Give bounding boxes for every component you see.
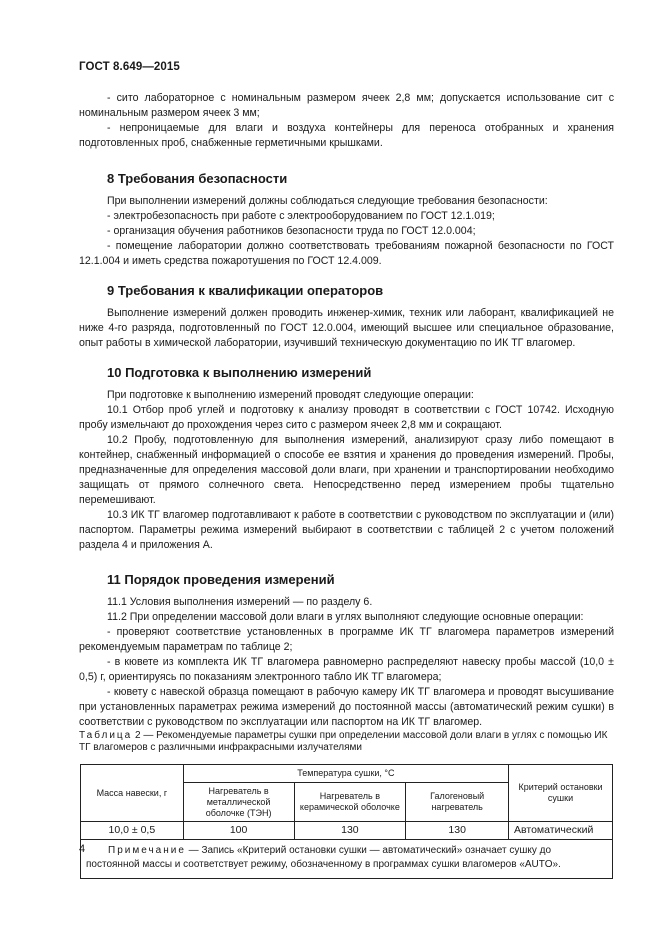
section-8-title: 8 Требования безопасности [107,171,288,186]
intro-item-sieve: - сито лабораторное с номинальным размером ячеек 2,8 мм; допускается использование сит с номинальным размером ячеек 3 мм; [79,92,614,119]
document-header: ГОСТ 8.649—2015 [79,61,180,73]
section-10-3: 10.3 ИК ТГ влагомер подготавливают к работе в соответствии с руководством по эксплуатации и (или) паспортом. Параметры режима измерений выбирают в соответствии с таблицей 2 с учетом положений раздела 4 и приложения А. [79,509,614,551]
cell-temp-ceramic: 130 [294,822,406,840]
cell-criterion: Автоматический [509,822,613,840]
section-9-title: 9 Требования к квалификации операторов [107,283,384,298]
table-note [81,840,613,879]
section-10-paragraph: При подготовке к выполнению измерений проводят следующие операции: [107,389,474,401]
table-caption [79,730,614,754]
column-header-heater-ceramic: Нагреватель в керамической оболочке [294,783,406,822]
document-body [79,91,614,879]
intro-item-containers: - непроницаемые для влаги и воздуха контейнеры для переноса отобранных и хранения подготовленных проб, снабженные герметичными крышками. [79,122,614,149]
section-10-1: 10.1 Отбор проб углей и подготовку к анализу проводят в соответствии с ГОСТ 10742. Исходную пробу измельчают до прохождения через сито с размером ячеек 2,8 мм и сокращают. [79,404,614,431]
section-11-item: - проверяют соответствие установленных в программе ИК ТГ влагомера параметров измерений рекомендуемым параметрам по таблице 2; [79,626,614,653]
section-11-1: 11.1 Условия выполнения измерений — по разделу 6. [107,596,373,608]
table-caption-label: Таблица [79,730,133,741]
column-header-criterion: Критерий остановки сушки [509,765,613,822]
section-11-item: - кювету с навеской образца помещают в рабочую камеру ИК ТГ влагомера и проводят высушивание при установленных параметрах режима измерений до постоянной массы (автоматический режим сушки) в соответствии с руководством по эксплуатации или паспортом на ИК ТГ влагомер. [79,686,614,728]
column-header-heater-metal: Нагреватель в металлической оболочке (ТЭН) [183,783,294,822]
cell-temp-halogen: 130 [406,822,509,840]
section-8-item: - организация обучения работников безопасности труда по ГОСТ 12.0.004; [107,225,476,237]
column-header-mass: Масса навески, г [81,765,184,822]
page-number: 4 [79,843,86,855]
table-caption-text: 2 — Рекомендуемые параметры сушки при определении массовой доли влаги в углях с помощью ИК ТГ влагомеров с различными инфракрасными излучателями [79,730,608,753]
column-header-temperature: Температура сушки, °С [183,765,508,783]
section-8-item: - электробезопасность при работе с электрооборудованием по ГОСТ 12.1.019; [107,210,495,222]
section-11-2: 11.2 При определении массовой доли влаги в углях выполняют следующие основные операции: [107,611,584,623]
section-10-2: 10.2 Пробу, подготовленную для выполнения измерений, анализируют сразу либо помещают в контейнер, снабженный информацией о способе ее взятия и хранения до проведения измерений. Пробы, предназначенные для определения массовой доли влаги, при хранении и транспортировании необходимо защищать от прямого солнечного света. Непосредственно перед измерением пробы тщательно перемешивают. [79,434,614,506]
table-note-label: Примечание [108,845,186,856]
section-8-paragraph: При выполнении измерений должны соблюдаться следующие требования безопасности: [107,195,548,207]
table-row [81,822,613,840]
section-11-title: 11 Порядок проведения измерений [107,572,335,587]
drying-parameters-table [80,764,613,879]
cell-temp-metal: 100 [183,822,294,840]
section-8-item: - помещение лаборатории должно соответствовать требованиям пожарной безопасности по ГОСТ 12.1.004 и иметь средства пожаротушения по ГОСТ 12.4.009. [79,240,614,267]
table-note-text: — Запись «Критерий остановки сушки — автоматический» означает сушку до постоянной массы и соответствует режиму, обозначенному в программах сушки влагомеров «AUTO». [86,845,561,870]
section-11-item: - в кювете из комплекта ИК ТГ влагомера равномерно распределяют навеску пробы массой (10,0 ± 0,5) г, ориентируясь по показаниям электронного табло ИК ТГ влагомера; [79,656,614,683]
section-10-title: 10 Подготовка к выполнению измерений [107,365,372,380]
cell-mass: 10,0 ± 0,5 [81,822,184,840]
section-9-paragraph: Выполнение измерений должен проводить инженер-химик, техник или лаборант, квалификацией не ниже 4-го разряда, подготовленный по ГОСТ 12.0.004, имеющий высшее или специальное образование, опыт работы в химической лаборатории, изучивший техническую документацию по ИК ТГ влагомер. [79,307,614,349]
column-header-heater-halogen: Галогеновый нагреватель [406,783,509,822]
